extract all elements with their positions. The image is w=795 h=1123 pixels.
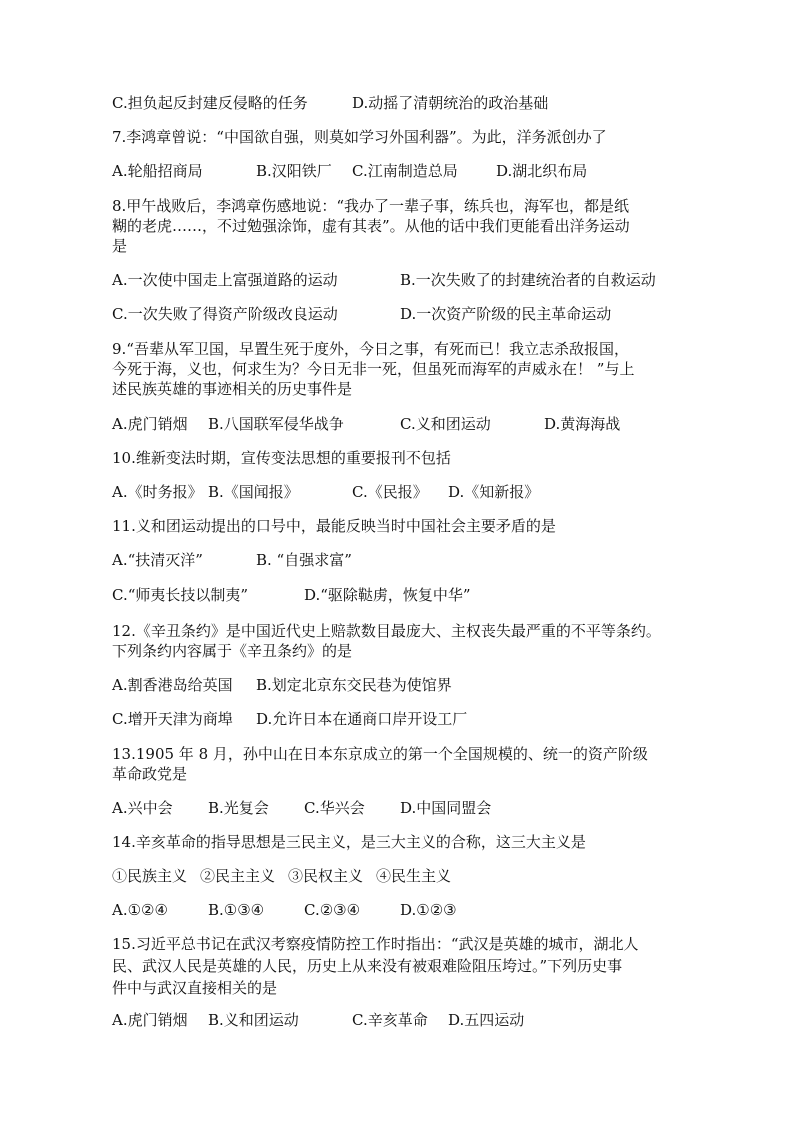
question-15-text-3: 件中与武汉直接相关的是 bbox=[112, 979, 278, 997]
q10-option-a: A.《时务报》 bbox=[112, 483, 203, 501]
q14-option-b: B.①③④ bbox=[208, 901, 265, 919]
q8-option-c: C.一次失败了得资产阶级改良运动 bbox=[112, 305, 338, 323]
question-9-text-1: 9.“吾辈从军卫国，早置生死于度外，今日之事，有死而已！我立志杀敌报国， bbox=[112, 340, 629, 358]
question-9-text-2: 今死于海，义也，何求生为？今日无非一死，但虽死而海军的声威永在！ ”与上 bbox=[112, 360, 635, 378]
q12-option-b: B.划定北京东交民巷为使馆界 bbox=[256, 676, 452, 694]
q11-option-c: C.“师夷长技以制夷” bbox=[112, 586, 249, 604]
q13-option-b: B.光复会 bbox=[208, 799, 269, 817]
q14-item-3: ③民权主义 bbox=[288, 867, 364, 885]
q14-item-2: ②民主主义 bbox=[200, 867, 276, 885]
q14-option-a: A.①②④ bbox=[112, 901, 168, 919]
q14-item-1: ①民族主义 bbox=[112, 867, 188, 885]
q11-option-a: A.“扶清灭洋” bbox=[112, 551, 203, 569]
q14-item-4: ④民生主义 bbox=[376, 867, 452, 885]
q7-option-b: B.汉阳铁厂 bbox=[256, 162, 332, 180]
q10-option-b: B.《国闻报》 bbox=[208, 483, 299, 501]
q14-option-d: D.①②③ bbox=[400, 901, 457, 919]
question-12-text-1: 12.《辛丑条约》是中国近代史上赔款数目最庞大、主权丧失最严重的不平等条约。 bbox=[112, 622, 661, 640]
q15-option-a: A.虎门销烟 bbox=[112, 1011, 188, 1029]
option-d: D.动摇了清朝统治的政治基础 bbox=[352, 94, 549, 112]
question-11-text: 11.义和团运动提出的口号中，最能反映当时中国社会主要矛盾的是 bbox=[112, 517, 556, 535]
q13-option-c: C.华兴会 bbox=[304, 799, 365, 817]
q10-option-d: D.《知新报》 bbox=[448, 483, 540, 501]
q9-option-b: B.八国联军侵华战争 bbox=[208, 415, 344, 433]
q11-option-d: D.“驱除鞑虏，恢复中华” bbox=[304, 586, 471, 604]
q8-option-a: A.一次使中国走上富强道路的运动 bbox=[112, 271, 338, 289]
q7-option-a: A.轮船招商局 bbox=[112, 162, 203, 180]
q14-option-c: C.②③④ bbox=[304, 901, 361, 919]
question-9-text-3: 述民族英雄的事迹相关的历史事件是 bbox=[112, 380, 353, 398]
question-13-text-2: 革命政党是 bbox=[112, 765, 188, 783]
option-c: C.担负起反封建反侵略的任务 bbox=[112, 94, 308, 112]
q12-option-c: C.增开天津为商埠 bbox=[112, 710, 233, 728]
q13-option-a: A.兴中会 bbox=[112, 799, 173, 817]
q11-option-b: B. “自强求富” bbox=[256, 551, 352, 569]
question-8-text-2: 糊的老虎……，不过勉强涂饰，虚有其表”。从他的话中我们更能看出洋务运动 bbox=[112, 217, 630, 235]
q10-option-c: C.《民报》 bbox=[352, 483, 428, 501]
question-8-text-3: 是 bbox=[112, 237, 128, 255]
q15-option-c: C.辛亥革命 bbox=[352, 1011, 428, 1029]
question-15-text-1: 15.习近平总书记在武汉考察疫情防控工作时指出：“武汉是英雄的城市，湖北人 bbox=[112, 935, 639, 953]
q9-option-a: A.虎门销烟 bbox=[112, 415, 188, 433]
question-13-text-1: 13.1905 年 8 月，孙中山在日本东京成立的第一个全国规模的、统一的资产阶级 bbox=[112, 745, 648, 763]
q8-option-d: D.一次资产阶级的民主革命运动 bbox=[400, 305, 612, 323]
q13-option-d: D.中国同盟会 bbox=[400, 799, 492, 817]
q7-option-c: C.江南制造总局 bbox=[352, 162, 458, 180]
q12-option-d: D.允许日本在通商口岸开设工厂 bbox=[256, 710, 468, 728]
question-7-text: 7.李鸿章曾说：“中国欲自强，则莫如学习外国利器”。为此，洋务派创办了 bbox=[112, 128, 607, 146]
question-12-text-2: 下列条约内容属于《辛丑条约》的是 bbox=[112, 642, 353, 660]
question-14-text: 14.辛亥革命的指导思想是三民主义，是三大主义的合称，这三大主义是 bbox=[112, 833, 586, 851]
question-15-text-2: 民、武汉人民是英雄的人民，历史上从来没有被艰难险阻压垮过。”下列历史事 bbox=[112, 957, 623, 975]
q9-option-c: C.义和团运动 bbox=[400, 415, 491, 433]
q7-option-d: D.湖北织布局 bbox=[496, 162, 588, 180]
question-10-text: 10.维新变法时期，宣传变法思想的重要报刊不包括 bbox=[112, 449, 451, 467]
q15-option-b: B.义和团运动 bbox=[208, 1011, 299, 1029]
q8-option-b: B.一次失败了的封建统治者的自救运动 bbox=[400, 271, 656, 289]
question-8-text-1: 8.甲午战败后，李鸿章伤感地说：“我办了一辈子事，练兵也，海军也，都是纸 bbox=[112, 197, 629, 215]
q9-option-d: D.黄海海战 bbox=[544, 415, 621, 433]
q15-option-d: D.五四运动 bbox=[448, 1011, 525, 1029]
q12-option-a: A.割香港岛给英国 bbox=[112, 676, 233, 694]
